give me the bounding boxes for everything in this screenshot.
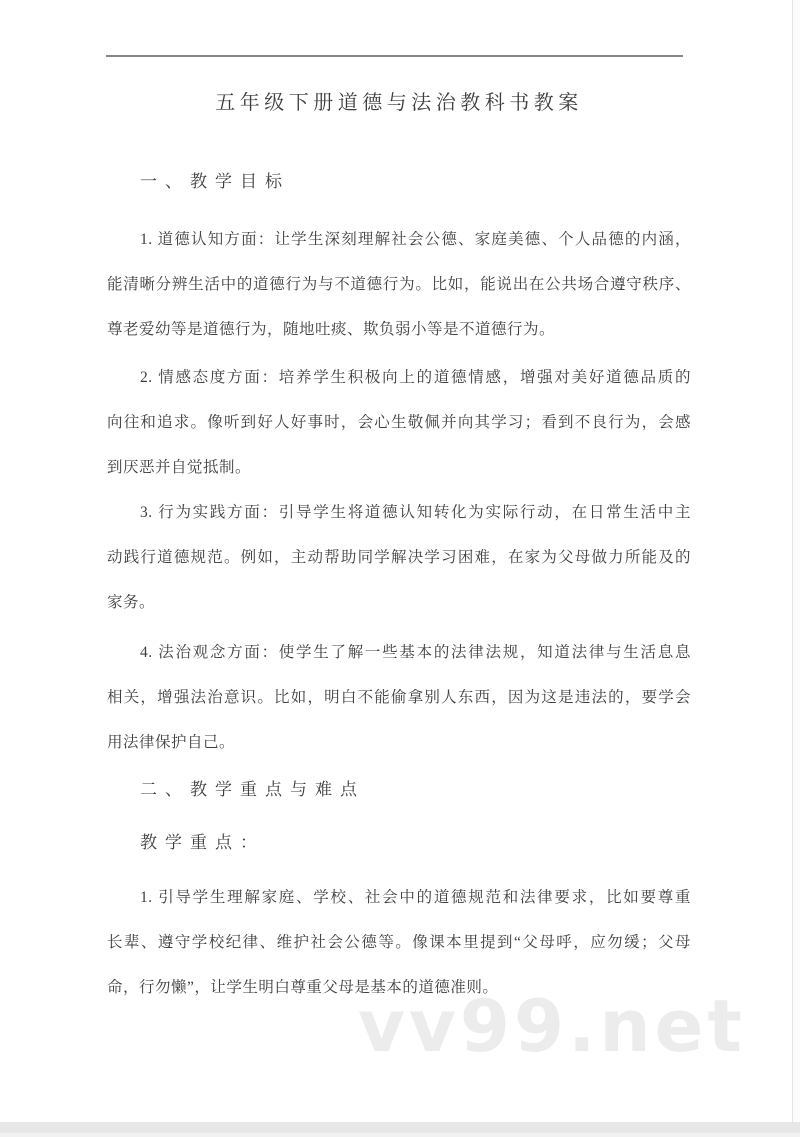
subheading-teaching-focus: 教学重点： <box>140 833 265 852</box>
paragraph-line: 用法律保护自己。 <box>107 734 236 751</box>
watermark-text: vv99.net <box>358 984 746 1068</box>
section-heading-key-points: 二、教学重点与难点 <box>140 780 365 799</box>
paragraph-line: 1. 道德认知方面：让学生深刻理解社会公德、家庭美德、个人品德的内涵， <box>140 231 691 248</box>
paragraph-line: 能清晰分辨生活中的道德行为与不道德行为。比如，能说出在公共场合遵守秩序、 <box>107 276 691 293</box>
page-bottom-gap <box>0 1122 800 1137</box>
paragraph-line: 3. 行为实践方面：引导学生将道德认知转化为实际行动，在日常生活中主 <box>140 504 691 521</box>
paragraph-line: 尊老爱幼等是道德行为，随地吐痰、欺负弱小等是不道德行为。 <box>107 321 556 338</box>
paragraph-line: 相关，增强法治意识。比如，明白不能偷拿别人东西，因为这是违法的，要学会 <box>107 689 691 706</box>
paragraph-line: 向往和追求。像听到好人好事时，会心生敬佩并向其学习；看到不良行为，会感 <box>107 414 691 431</box>
paragraph-line: 命，行勿懒”，让学生明白尊重父母是基本的道德准则。 <box>107 979 499 996</box>
paragraph-line: 2. 情感态度方面：培养学生积极向上的道德情感，增强对美好道德品质的 <box>140 369 691 386</box>
paragraph-moral-cognition <box>107 217 691 352</box>
page-right-edge <box>792 0 793 1122</box>
paragraph-line: 长辈、遵守学校纪律、维护社会公德等。像课本里提到“父母呼，应勿缓；父母 <box>107 934 691 951</box>
paragraph-line: 到厌恶并自觉抵制。 <box>107 459 252 476</box>
page-right-margin <box>793 0 800 1122</box>
paragraph-behavior-practice <box>107 490 691 625</box>
paragraph-line: 1. 引导学生理解家庭、学校、社会中的道德规范和法律要求，比如要尊重 <box>140 889 691 906</box>
paragraph-rule-of-law <box>107 630 691 765</box>
paragraph-line: 4. 法治观念方面：使学生了解一些基本的法律法规，知道法律与生活息息 <box>140 644 691 661</box>
paragraph-emotional-attitude <box>107 355 691 490</box>
header-rule <box>106 55 683 57</box>
document-title: 五年级下册道德与法治教科书教案 <box>215 92 583 114</box>
paragraph-line: 动践行道德规范。例如，主动帮助同学解决学习困难，在家为父母做力所能及的 <box>107 549 691 566</box>
paragraph-line: 家务。 <box>107 594 156 611</box>
section-heading-teaching-goals: 一、教学目标 <box>140 172 290 191</box>
